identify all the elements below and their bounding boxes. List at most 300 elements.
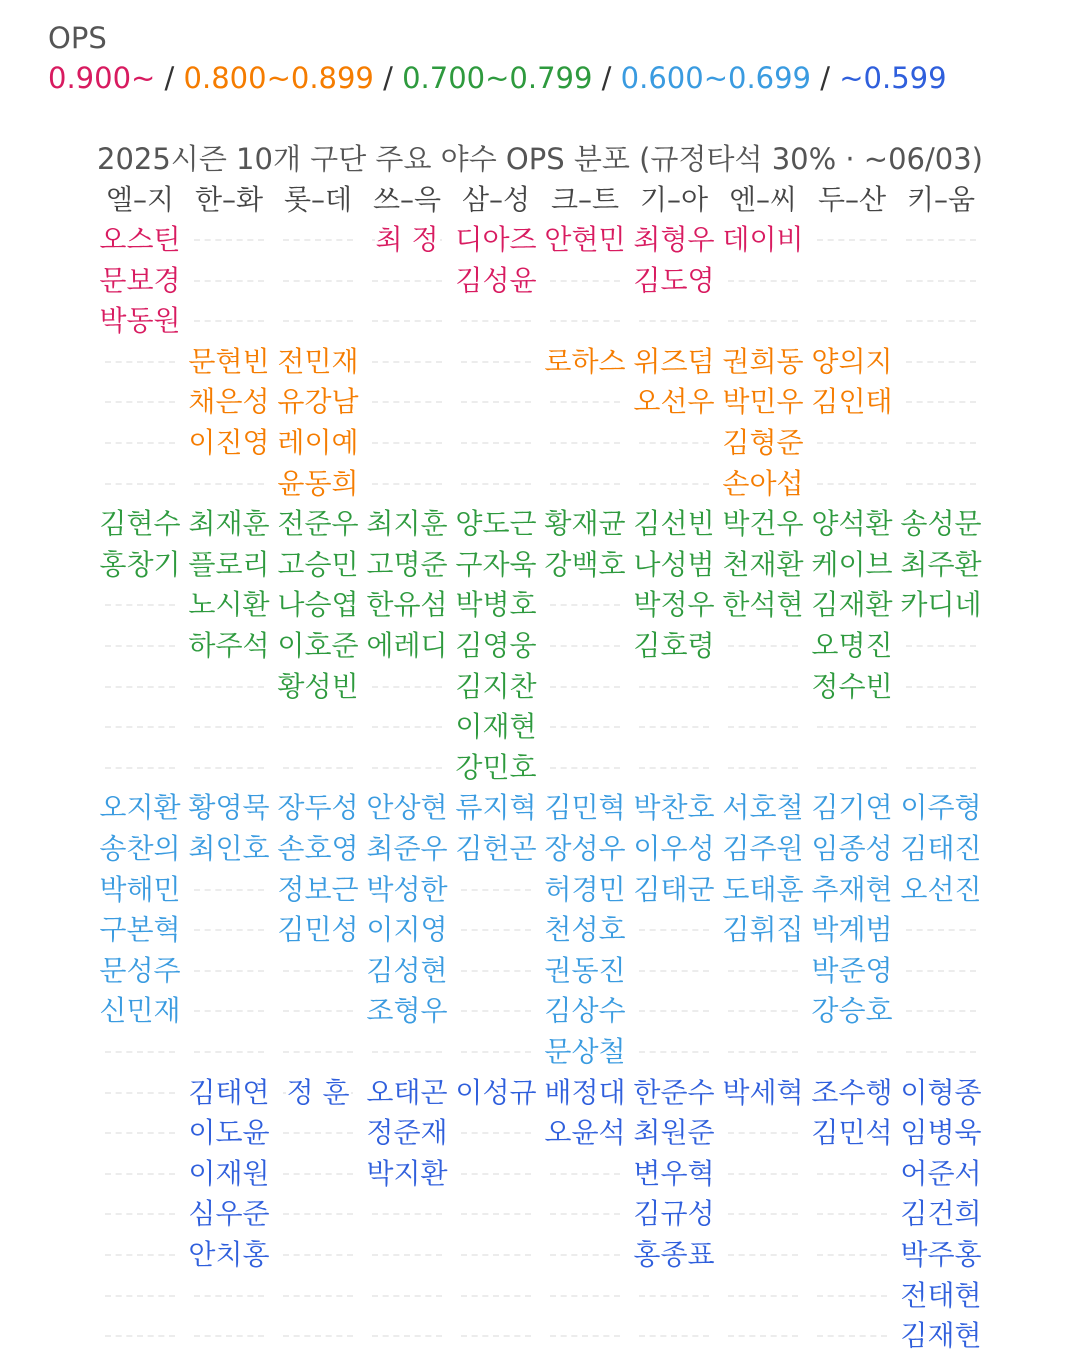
player-cell <box>186 829 272 869</box>
row-dash-line <box>283 970 353 972</box>
player-cell <box>542 301 628 341</box>
team-header: 쓰–윽 <box>372 183 442 216</box>
player-name: 김민혁 <box>544 791 626 825</box>
player-cell <box>809 382 895 422</box>
player-cell <box>809 220 895 260</box>
player-cell <box>631 220 717 260</box>
player-cell <box>809 910 895 950</box>
row-dash-line <box>906 442 976 444</box>
player-cell <box>898 991 984 1031</box>
player-cell <box>542 423 628 463</box>
row-dash-line <box>550 483 620 485</box>
player-cell <box>453 788 539 828</box>
row-dash-line <box>461 889 531 891</box>
row-dash-line <box>550 1254 620 1256</box>
player-cell <box>186 1032 272 1072</box>
player-name: 강민호 <box>455 750 537 784</box>
player-cell <box>97 1073 183 1113</box>
row-dash-line <box>105 686 175 688</box>
player-name: 전민재 <box>277 344 359 378</box>
player-cell <box>97 870 183 910</box>
player-name: 양석환 <box>811 507 893 541</box>
player-cell <box>898 951 984 991</box>
player-cell <box>809 1276 895 1316</box>
row-dash-line <box>461 1010 531 1012</box>
row-dash-line <box>461 1254 531 1256</box>
player-cell <box>453 870 539 910</box>
player-cell <box>542 1316 628 1356</box>
row-dash-line <box>550 1335 620 1337</box>
player-cell <box>720 1316 806 1356</box>
player-cell <box>453 910 539 950</box>
player-name: 황성빈 <box>277 669 359 703</box>
player-cell <box>453 464 539 504</box>
player-name: 송성문 <box>900 507 982 541</box>
row-dash-line <box>906 1010 976 1012</box>
row-dash-line <box>105 1092 175 1094</box>
player-name: 권동진 <box>544 953 626 987</box>
row-dash-line <box>817 280 887 282</box>
player-cell <box>542 1154 628 1194</box>
player-name: 강승호 <box>811 994 893 1028</box>
player-name: 최인호 <box>188 832 270 865</box>
legend-range: 0.600~0.699 <box>620 61 812 95</box>
player-cell <box>809 545 895 585</box>
player-name: 김상수 <box>544 994 626 1028</box>
player-cell <box>542 748 628 788</box>
player-cell <box>542 626 628 666</box>
player-name: 채은성 <box>188 385 270 419</box>
player-cell <box>275 667 361 707</box>
player-cell <box>542 1194 628 1234</box>
row-dash-line <box>372 1295 442 1297</box>
player-cell <box>542 1032 628 1072</box>
player-cell <box>186 342 272 382</box>
player-cell <box>898 1113 984 1153</box>
player-cell <box>809 667 895 707</box>
player-cell <box>186 1235 272 1275</box>
player-name: 최 정 <box>375 223 439 256</box>
row-dash-line <box>906 686 976 688</box>
player-cell <box>275 748 361 788</box>
player-name: 위즈덤 <box>633 344 715 378</box>
player-cell <box>720 342 806 382</box>
player-cell <box>542 1276 628 1316</box>
player-cell <box>542 1235 628 1275</box>
row-dash-line <box>372 1213 442 1215</box>
row-dash-line <box>461 320 531 322</box>
player-name: 디아즈 <box>455 223 537 256</box>
player-cell <box>898 626 984 666</box>
player-cell <box>186 464 272 504</box>
player-cell <box>898 788 984 828</box>
player-cell <box>720 464 806 504</box>
row-dash-line <box>639 1295 709 1297</box>
legend-range: 0.700~0.799 <box>402 61 593 95</box>
player-cell <box>809 788 895 828</box>
row-dash-line <box>283 1051 353 1053</box>
player-cell <box>275 626 361 666</box>
row-dash-line <box>906 726 976 728</box>
player-cell <box>275 1154 361 1194</box>
player-cell <box>542 504 628 544</box>
row-dash-line <box>639 726 709 728</box>
row-dash-line <box>283 1335 353 1337</box>
player-cell <box>275 991 361 1031</box>
player-cell <box>631 1194 717 1234</box>
player-name: 김성윤 <box>455 263 537 297</box>
player-name: 안현민 <box>544 223 626 256</box>
team-header: 두–산 <box>817 183 887 216</box>
row-dash-line <box>372 686 442 688</box>
row-dash-line <box>817 1173 887 1175</box>
player-name: 한석현 <box>722 588 804 622</box>
player-cell <box>364 707 450 747</box>
row-dash-line <box>372 726 442 728</box>
legend-range: 0.800~0.899 <box>183 61 374 95</box>
ops-row <box>97 585 987 625</box>
player-name: 김호령 <box>633 629 715 662</box>
player-name: 허경민 <box>544 872 626 906</box>
player-name: 장성우 <box>544 832 626 865</box>
player-name: 이형종 <box>900 1075 982 1109</box>
player-cell <box>453 748 539 788</box>
player-cell <box>898 707 984 747</box>
row-dash-line <box>372 320 442 322</box>
row-dash-line <box>372 401 442 403</box>
player-name: 황영묵 <box>188 791 270 825</box>
player-cell <box>186 870 272 910</box>
player-name: 정보근 <box>277 872 359 906</box>
player-name: 김지찬 <box>455 669 537 703</box>
player-name: 황재균 <box>544 507 626 541</box>
player-cell <box>97 910 183 950</box>
player-cell <box>809 1032 895 1072</box>
row-dash-line <box>728 1173 798 1175</box>
player-cell <box>186 1316 272 1356</box>
player-name: 박해민 <box>99 872 181 906</box>
player-cell <box>542 220 628 260</box>
player-cell <box>898 870 984 910</box>
row-dash-line <box>550 767 620 769</box>
player-cell <box>275 1276 361 1316</box>
legend-separator: / <box>811 61 840 95</box>
row-dash-line <box>728 645 798 647</box>
player-name: 오선진 <box>900 872 982 906</box>
row-dash-line <box>817 1213 887 1215</box>
player-cell <box>631 423 717 463</box>
player-name: 노시환 <box>188 588 270 622</box>
player-name: 김재환 <box>811 588 893 622</box>
row-dash-line <box>639 929 709 931</box>
row-dash-line <box>728 726 798 728</box>
player-name: 김형준 <box>722 426 804 459</box>
player-cell <box>97 626 183 666</box>
row-dash-line <box>728 767 798 769</box>
player-name: 조형우 <box>366 994 448 1028</box>
player-cell <box>809 870 895 910</box>
player-cell <box>364 464 450 504</box>
player-cell <box>275 1073 361 1113</box>
player-cell <box>453 545 539 585</box>
player-cell <box>542 991 628 1031</box>
player-cell <box>364 1073 450 1113</box>
player-cell <box>898 1276 984 1316</box>
player-cell <box>364 301 450 341</box>
player-cell <box>97 1032 183 1072</box>
row-dash-line <box>906 483 976 485</box>
row-dash-line <box>283 1132 353 1134</box>
player-name: 심우준 <box>188 1197 270 1231</box>
player-name: 한유섬 <box>366 588 448 622</box>
row-dash-line <box>906 1051 976 1053</box>
player-name: 박정우 <box>633 588 715 622</box>
row-dash-line <box>105 645 175 647</box>
ops-row <box>97 991 987 1031</box>
player-cell <box>186 748 272 788</box>
player-name: 박민우 <box>722 385 804 419</box>
player-cell <box>542 910 628 950</box>
player-cell <box>720 545 806 585</box>
player-name: 윤동희 <box>277 466 359 500</box>
row-dash-line <box>194 889 264 891</box>
player-cell <box>97 1113 183 1153</box>
player-cell <box>542 464 628 504</box>
player-cell <box>720 951 806 991</box>
row-dash-line <box>639 1051 709 1053</box>
player-cell <box>186 1194 272 1234</box>
player-cell <box>720 870 806 910</box>
player-cell <box>809 1194 895 1234</box>
player-name: 오지환 <box>99 791 181 825</box>
player-cell <box>720 1113 806 1153</box>
team-header: 엘–지 <box>105 183 175 216</box>
player-cell <box>97 1194 183 1234</box>
legend-separator: / <box>592 61 621 95</box>
player-name: 이재현 <box>455 710 537 744</box>
ops-row <box>97 1032 987 1072</box>
legend-separator: / <box>155 61 184 95</box>
player-cell <box>453 1073 539 1113</box>
ops-row <box>97 261 987 301</box>
player-cell <box>809 464 895 504</box>
player-cell <box>364 1154 450 1194</box>
player-cell <box>809 1154 895 1194</box>
row-dash-line <box>817 442 887 444</box>
player-cell <box>542 667 628 707</box>
ops-row <box>97 1154 987 1194</box>
row-dash-line <box>728 1335 798 1337</box>
row-dash-line <box>461 1051 531 1053</box>
player-cell <box>364 1032 450 1072</box>
row-dash-line <box>639 1010 709 1012</box>
player-name: 유강남 <box>277 385 359 419</box>
player-cell <box>631 951 717 991</box>
player-cell <box>898 748 984 788</box>
player-cell <box>720 220 806 260</box>
row-dash-line <box>194 929 264 931</box>
player-cell <box>720 382 806 422</box>
row-dash-line <box>461 1295 531 1297</box>
row-dash-line <box>461 442 531 444</box>
row-dash-line <box>461 1132 531 1134</box>
player-name: 한준수 <box>633 1075 715 1109</box>
player-cell <box>898 423 984 463</box>
row-dash-line <box>372 442 442 444</box>
player-cell <box>542 261 628 301</box>
player-cell <box>898 382 984 422</box>
player-cell <box>631 829 717 869</box>
player-name: 송찬의 <box>99 832 181 865</box>
player-cell <box>720 301 806 341</box>
player-name: 김민성 <box>277 913 359 947</box>
row-dash-line <box>639 442 709 444</box>
player-cell <box>720 261 806 301</box>
player-cell <box>898 1073 984 1113</box>
ops-row <box>97 220 987 260</box>
player-cell <box>364 991 450 1031</box>
player-cell <box>364 951 450 991</box>
row-dash-line <box>906 767 976 769</box>
player-cell <box>275 545 361 585</box>
player-name: 구본혁 <box>99 913 181 947</box>
player-cell <box>364 626 450 666</box>
player-name: 박세혁 <box>722 1075 804 1109</box>
player-cell <box>720 707 806 747</box>
player-cell <box>275 342 361 382</box>
row-dash-line <box>194 1295 264 1297</box>
player-cell <box>275 829 361 869</box>
player-name: 오윤석 <box>544 1116 626 1150</box>
player-cell <box>97 464 183 504</box>
player-cell <box>809 626 895 666</box>
row-dash-line <box>550 1213 620 1215</box>
player-cell <box>97 1316 183 1356</box>
player-cell <box>275 1316 361 1356</box>
player-cell <box>720 1276 806 1316</box>
player-cell <box>898 220 984 260</box>
ops-row <box>97 829 987 869</box>
player-cell <box>809 342 895 382</box>
row-dash-line <box>283 767 353 769</box>
row-dash-line <box>194 320 264 322</box>
row-dash-line <box>194 1010 264 1012</box>
player-name: 양도근 <box>455 507 537 541</box>
player-name: 박병호 <box>455 588 537 622</box>
player-cell <box>364 1276 450 1316</box>
ops-row <box>97 870 987 910</box>
row-dash-line <box>906 401 976 403</box>
row-dash-line <box>728 686 798 688</box>
player-cell <box>275 464 361 504</box>
player-cell <box>186 382 272 422</box>
player-name: 플로리 <box>188 547 270 581</box>
player-cell <box>97 991 183 1031</box>
player-cell <box>898 545 984 585</box>
player-name: 최원준 <box>633 1116 715 1150</box>
player-cell <box>275 707 361 747</box>
player-cell <box>631 585 717 625</box>
row-dash-line <box>550 604 620 606</box>
player-cell <box>720 991 806 1031</box>
player-cell <box>809 1235 895 1275</box>
player-cell <box>186 667 272 707</box>
player-cell <box>631 910 717 950</box>
player-cell <box>97 504 183 544</box>
player-cell <box>720 1154 806 1194</box>
player-cell <box>97 423 183 463</box>
player-cell <box>364 423 450 463</box>
row-dash-line <box>283 280 353 282</box>
player-cell <box>898 585 984 625</box>
player-cell <box>720 626 806 666</box>
row-dash-line <box>194 239 264 241</box>
row-dash-line <box>372 1051 442 1053</box>
row-dash-line <box>372 767 442 769</box>
player-name: 레이예 <box>277 426 359 459</box>
player-cell <box>453 382 539 422</box>
player-cell <box>631 1113 717 1153</box>
row-dash-line <box>906 929 976 931</box>
ops-row <box>97 1235 987 1275</box>
player-cell <box>186 585 272 625</box>
player-cell <box>97 707 183 747</box>
player-cell <box>453 626 539 666</box>
player-cell <box>453 1032 539 1072</box>
player-cell <box>97 301 183 341</box>
player-cell <box>186 423 272 463</box>
row-dash-line <box>283 1010 353 1012</box>
player-cell <box>364 1194 450 1234</box>
player-cell <box>97 667 183 707</box>
player-cell <box>631 707 717 747</box>
player-cell <box>453 585 539 625</box>
row-dash-line <box>550 1295 620 1297</box>
team-header: 엔–씨 <box>728 183 798 216</box>
row-dash-line <box>639 767 709 769</box>
row-dash-line <box>194 686 264 688</box>
player-cell <box>809 504 895 544</box>
player-cell <box>364 1316 450 1356</box>
legend-separator: / <box>373 61 403 95</box>
player-cell <box>97 829 183 869</box>
player-cell <box>631 1154 717 1194</box>
player-cell <box>542 585 628 625</box>
player-cell <box>186 545 272 585</box>
player-cell <box>97 788 183 828</box>
row-dash-line <box>105 1335 175 1337</box>
row-dash-line <box>550 686 620 688</box>
row-dash-line <box>105 483 175 485</box>
ops-row <box>97 464 987 504</box>
player-name: 오명진 <box>811 629 893 662</box>
row-dash-line <box>105 1173 175 1175</box>
legend-title: OPS <box>48 21 107 55</box>
player-cell <box>453 951 539 991</box>
row-dash-line <box>728 1010 798 1012</box>
player-name: 천성호 <box>544 913 626 947</box>
row-dash-line <box>105 401 175 403</box>
player-name: 안상현 <box>366 791 448 825</box>
player-cell <box>97 382 183 422</box>
row-dash-line <box>906 361 976 363</box>
player-cell <box>898 910 984 950</box>
ops-row <box>97 423 987 463</box>
player-cell <box>275 1235 361 1275</box>
row-dash-line <box>372 361 442 363</box>
row-dash-line <box>461 361 531 363</box>
player-name: 박성한 <box>366 872 448 906</box>
